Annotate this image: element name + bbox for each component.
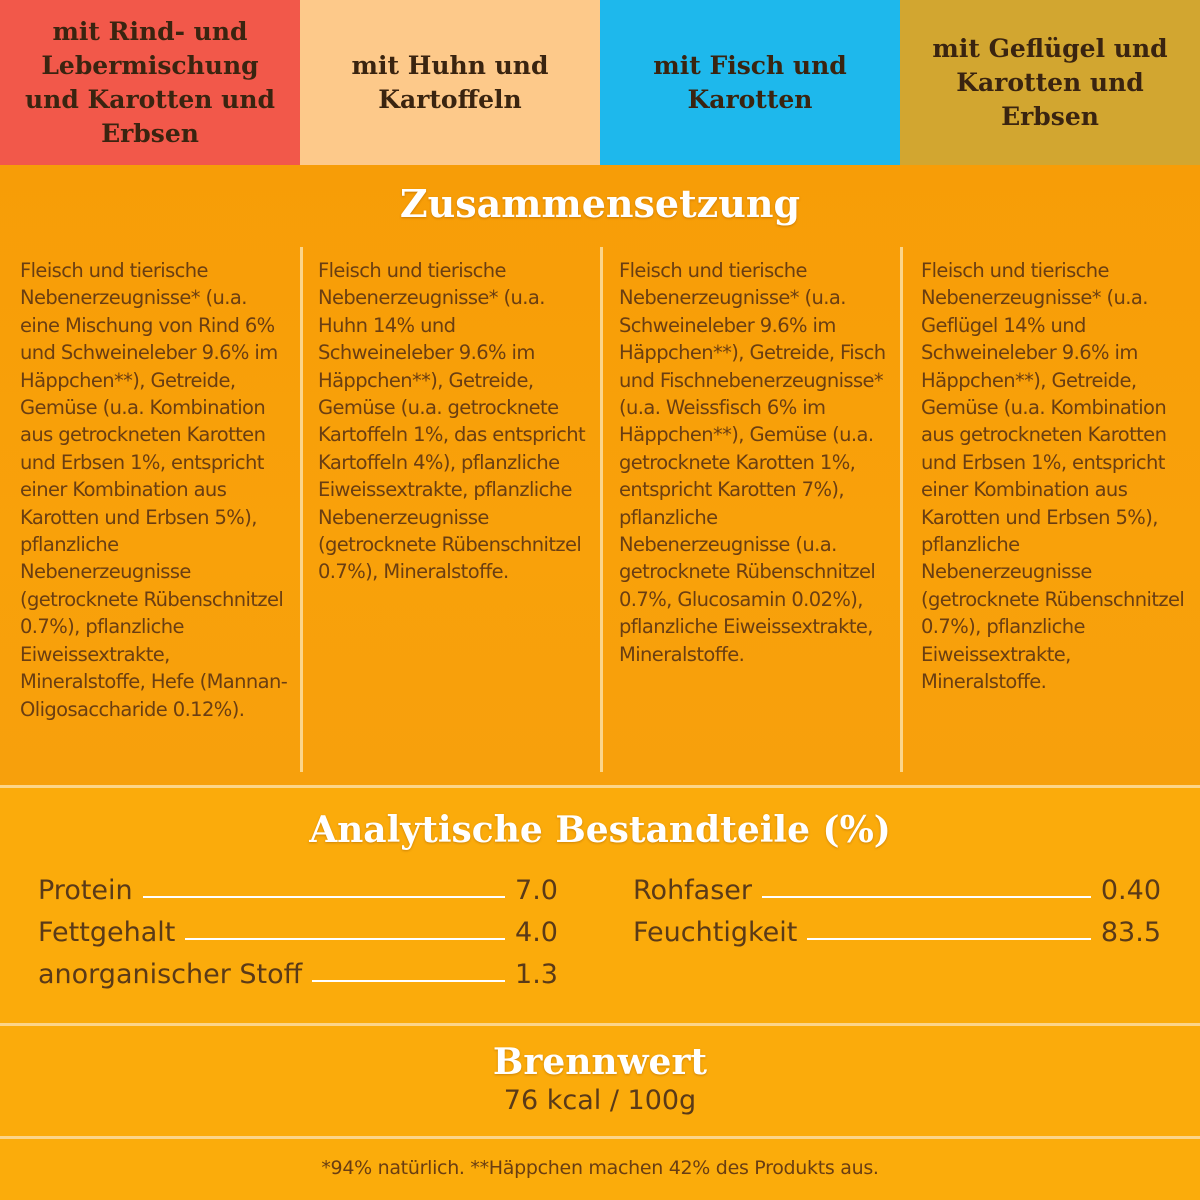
analytic-label: Fettgehalt [38, 917, 176, 948]
composition-text-poultry: Fleisch und tierische Nebenerzeugnisse* (u.a. Geflügel 14% und Schweineleber 9.6% im Häppchen**), Getreide, Gemüse (u.a. Kombination aus getrockneten Karotten und Erbsen 1%, entspricht einer Kombination aus Karotten und Erbsen 5%), pflanzliche Nebenerzeugnisse (getrocknete Rübenschnitzel 0.7%), pflanzliche Eiweissextrakte, Mineralstoffe. [900, 247, 1200, 772]
analytic-row-moisture [633, 912, 1161, 948]
leader-line [185, 938, 505, 940]
analytic-row-protein [38, 870, 558, 906]
composition-section [0, 165, 1200, 785]
analytic-value: 83.5 [1100, 917, 1161, 948]
analytic-label: anorganischer Stoff [38, 959, 303, 990]
analytic-row-fiber [633, 870, 1161, 906]
composition-title: Zusammensetzung [399, 181, 801, 226]
analytic-label: Rohfaser [633, 875, 753, 906]
composition-text-fish-carrot: Fleisch und tierische Nebenerzeugnisse* (u.a. Schweineleber 9.6% im Häppchen**), Getreide, Fisch und Fischnebenerzeugnisse* (u.a. Weissfisch 6% im Häppchen**), Gemüse (u.a. getrocknete Karotten 1%, entspricht Karotten 7%), pflanzliche Nebenerzeugnisse (u.a. getrocknete Rübenschnitzel 0.7%, Glucosamin 0.02%), pflanzliche Eiweissextrakte, Mineralstoffe. [600, 247, 900, 772]
analytic-value: 0.40 [1100, 875, 1161, 906]
energy-section [0, 1026, 1200, 1136]
analytic-label: Feuchtigkeit [633, 917, 798, 948]
analytic-title: Analytische Bestandteile (%) [309, 809, 891, 851]
leader-line [807, 938, 1091, 940]
variant-chicken-potato: mit Huhn und Kartoffeln [300, 0, 600, 165]
analytic-value: 7.0 [515, 875, 558, 906]
leader-line [312, 980, 505, 982]
leader-line [762, 896, 1091, 898]
analytic-value: 1.3 [515, 959, 558, 990]
variant-poultry-carrot-pea: mit Geflügel und Karotten und Erbsen [900, 0, 1200, 165]
analytic-section [0, 788, 1200, 1023]
analytic-label: Protein [38, 875, 133, 906]
variant-beef-liver: mit Rind- und Lebermischung und Karotten und Erbsen [0, 0, 300, 165]
footnote: *94% natürlich. **Häppchen machen 42% des Produkts aus. [321, 1157, 879, 1179]
composition-columns [0, 247, 1200, 772]
variant-header-row [0, 0, 1200, 165]
variant-fish-carrot: mit Fisch und Karotten [600, 0, 900, 165]
analytic-value: 4.0 [515, 917, 558, 948]
leader-line [143, 896, 505, 898]
analytic-row-fat [38, 912, 558, 948]
energy-value: 76 kcal / 100g [503, 1085, 697, 1116]
analytic-row-ash [38, 954, 558, 990]
composition-text-chicken-potato: Fleisch und tierische Nebenerzeugnisse* (u.a. Huhn 14% und Schweineleber 9.6% im Häppchen**), Getreide, Gemüse (u.a. getrocknete Kartoffeln 1%, das entspricht Kartoffeln 4%), pflanzliche Eiweissextrakte, pflanzliche Nebenerzeugnisse (getrocknete Rübenschnitzel 0.7%), Mineralstoffe. [300, 247, 600, 772]
composition-text-beef-liver: Fleisch und tierische Nebenerzeugnisse* (u.a. eine Mischung von Rind 6% und Schweineleber 9.6% im Häppchen**), Getreide, Gemüse (u.a. Kombination aus getrockneten Karotten und Erbsen 1%, entspricht einer Kombination aus Karotten und Erbsen 5%), pflanzliche Nebenerzeugnisse (getrocknete Rübenschnitzel 0.7%), pflanzliche Eiweissextrakte, Mineralstoffe, Hefe (Mannan-Oligosaccharide 0.12%). [20, 259, 288, 721]
energy-title: Brennwert [492, 1041, 708, 1083]
